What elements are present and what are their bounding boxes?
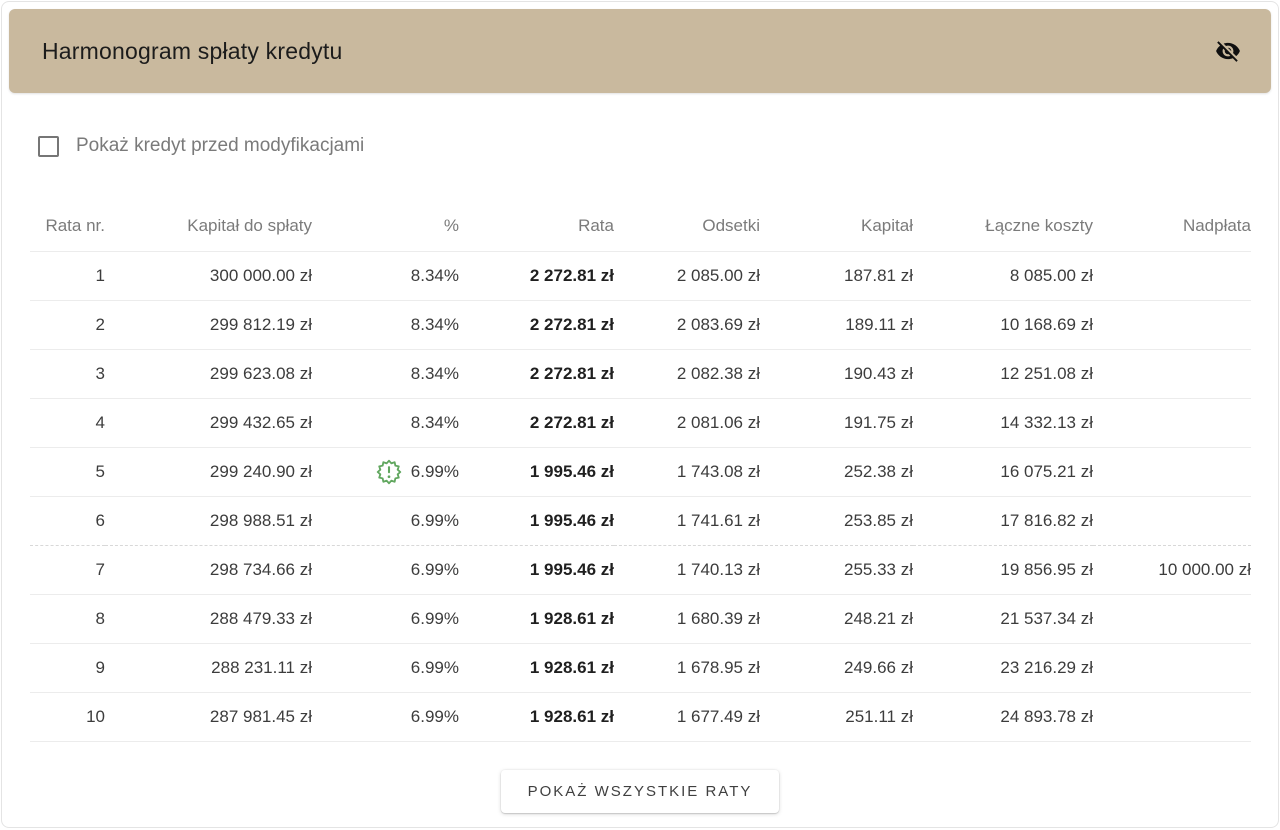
installment-cell: 2 272.81 zł [459, 301, 614, 350]
overpayment-cell [1093, 350, 1251, 399]
interest-rate-value: 6.99% [410, 462, 459, 481]
total-costs-cell: 23 216.29 zł [913, 644, 1093, 693]
interest-rate-value: 8.34% [410, 315, 459, 334]
capital-to-repay-cell: 299 623.08 zł [105, 350, 312, 399]
table-row [30, 497, 1251, 546]
capital-cell: 187.81 zł [844, 266, 913, 285]
capital-cell: 251.11 zł [760, 693, 913, 742]
column-header-capital: Kapitał [760, 201, 913, 252]
installment-cell: 1 995.46 zł [459, 448, 614, 497]
total-costs-cell: 14 332.13 zł [913, 399, 1093, 448]
capital-to-repay-cell: 298 988.51 zł [105, 497, 312, 546]
column-header-capital-to-repay: Kapitał do spłaty [105, 201, 312, 252]
total-costs-cell: 19 856.95 zł [913, 546, 1093, 595]
interest-rate-value: 6.99% [410, 707, 459, 726]
capital-to-repay-cell: 288 479.33 zł [105, 595, 312, 644]
interest-rate-cell [312, 546, 459, 595]
interest-rate-cell [312, 693, 459, 742]
column-header-interest-rate: % [312, 201, 459, 252]
table-footer [2, 770, 1278, 813]
column-header-interest: Odsetki [614, 201, 760, 252]
column-header-installment-number: Rata nr. [30, 201, 105, 252]
table-row [30, 301, 1251, 350]
overpayment-cell [1093, 301, 1251, 350]
interest-rate-value: 6.99% [410, 560, 459, 579]
interest-rate-value: 8.34% [410, 413, 459, 432]
interest-cell: 2 081.06 zł [614, 399, 760, 448]
table-row [30, 595, 1251, 644]
interest-rate-value: 8.34% [410, 266, 459, 285]
capital-cell: 189.11 zł [760, 301, 913, 350]
table-row [30, 350, 1251, 399]
capital-cell: 190.43 zł [760, 350, 913, 399]
interest-rate-cell [312, 301, 459, 350]
capital-to-repay-cell: 299 812.19 zł [105, 301, 312, 350]
installment-cell: 2 272.81 zł [459, 350, 614, 399]
interest-cell: 2 082.38 zł [614, 350, 760, 399]
table-row [30, 252, 1251, 301]
interest-rate-value: 8.34% [410, 364, 459, 383]
capital-cell: 248.21 zł [760, 595, 913, 644]
table-row [30, 546, 1251, 595]
column-header-total-costs: Łączne koszty [913, 201, 1093, 252]
interest-cell: 1 678.95 zł [614, 644, 760, 693]
total-costs-cell: 17 816.82 zł [913, 497, 1093, 546]
installment-number-cell: 9 [30, 644, 105, 693]
capital-to-repay-cell: 300 000.00 zł [209, 266, 312, 285]
column-header-installment: Rata [459, 201, 614, 252]
installment-number-cell: 8 [30, 595, 105, 644]
overpayment-cell [1093, 693, 1251, 742]
capital-to-repay-cell: 299 240.90 zł [105, 448, 312, 497]
capital-to-repay-cell: 287 981.45 zł [105, 693, 312, 742]
column-header-overpayment: Nadpłata [1093, 201, 1251, 252]
overpayment-cell [1093, 252, 1251, 301]
installment-number-cell: 10 [30, 693, 105, 742]
capital-to-repay-cell: 299 432.65 zł [105, 399, 312, 448]
interest-cell: 2 083.69 zł [614, 301, 760, 350]
table-row [30, 399, 1251, 448]
table-header-row [30, 201, 1251, 252]
interest-rate-cell [312, 399, 459, 448]
show-before-modifications-checkbox[interactable] [38, 135, 364, 157]
total-costs-cell: 10 168.69 zł [913, 301, 1093, 350]
table-row [30, 644, 1251, 693]
installment-number-cell: 5 [30, 448, 105, 497]
installment-number-cell: 4 [30, 399, 105, 448]
interest-rate-cell [312, 595, 459, 644]
interest-cell: 2 085.00 zł [676, 266, 760, 285]
installment-number-cell: 3 [30, 350, 105, 399]
interest-rate-cell [312, 644, 459, 693]
interest-cell: 1 741.61 zł [614, 497, 760, 546]
show-all-installments-button[interactable]: POKAŻ WSZYSTKIE RATY [501, 770, 780, 813]
installment-number-cell: 7 [30, 546, 105, 595]
interest-rate-value: 6.99% [410, 609, 459, 628]
overpayment-cell [1093, 497, 1251, 546]
total-costs-cell: 21 537.34 zł [913, 595, 1093, 644]
overpayment-cell [1093, 399, 1251, 448]
installment-cell: 2 272.81 zł [459, 399, 614, 448]
loan-schedule-card [1, 1, 1279, 828]
interest-cell: 1 740.13 zł [614, 546, 760, 595]
table-row [30, 693, 1251, 742]
interest-rate-cell [312, 497, 459, 546]
installment-cell: 1 995.46 zł [459, 497, 614, 546]
total-costs-cell: 12 251.08 zł [913, 350, 1093, 399]
interest-rate-cell [312, 448, 459, 497]
interest-rate-cell [312, 252, 459, 301]
installment-number-cell: 6 [30, 497, 105, 546]
visibility-off-icon[interactable] [1213, 36, 1243, 66]
overpayment-cell [1093, 448, 1251, 497]
interest-rate-cell [312, 350, 459, 399]
capital-cell: 253.85 zł [760, 497, 913, 546]
table-row [30, 448, 1251, 497]
installment-number-cell: 1 [95, 266, 105, 285]
capital-to-repay-cell: 288 231.11 zł [105, 644, 312, 693]
capital-cell: 249.66 zł [760, 644, 913, 693]
checkbox-label: Pokaż kredyt przed modyfikacjami [76, 135, 365, 156]
overpayment-cell [1093, 595, 1251, 644]
total-costs-cell: 16 075.21 zł [913, 448, 1093, 497]
page-title: Harmonogram spłaty kredytu [42, 37, 343, 64]
interest-cell: 1 677.49 zł [614, 693, 760, 742]
interest-rate-value: 6.99% [410, 511, 459, 530]
installment-cell: 2 272.81 zł [529, 266, 614, 285]
installment-cell: 1 995.46 zł [459, 546, 614, 595]
installment-cell: 1 928.61 zł [459, 595, 614, 644]
installment-cell: 1 928.61 zł [459, 644, 614, 693]
total-costs-cell: 8 085.00 zł [1009, 266, 1093, 285]
installment-number-cell: 2 [30, 301, 105, 350]
capital-cell: 191.75 zł [760, 399, 913, 448]
interest-cell: 1 743.08 zł [614, 448, 760, 497]
checkbox-box-icon[interactable] [38, 136, 59, 157]
capital-to-repay-cell: 298 734.66 zł [105, 546, 312, 595]
overpayment-cell: 10 000.00 zł [1093, 546, 1251, 595]
capital-cell: 252.38 zł [760, 448, 913, 497]
interest-rate-value: 6.99% [410, 658, 459, 677]
capital-cell: 255.33 zł [760, 546, 913, 595]
repayment-schedule-table [30, 201, 1251, 742]
interest-cell: 1 680.39 zł [614, 595, 760, 644]
card-header [9, 9, 1271, 93]
installment-cell: 1 928.61 zł [459, 693, 614, 742]
rate-change-badge-icon[interactable] [376, 459, 402, 485]
total-costs-cell: 24 893.78 zł [913, 693, 1093, 742]
overpayment-cell [1093, 644, 1251, 693]
